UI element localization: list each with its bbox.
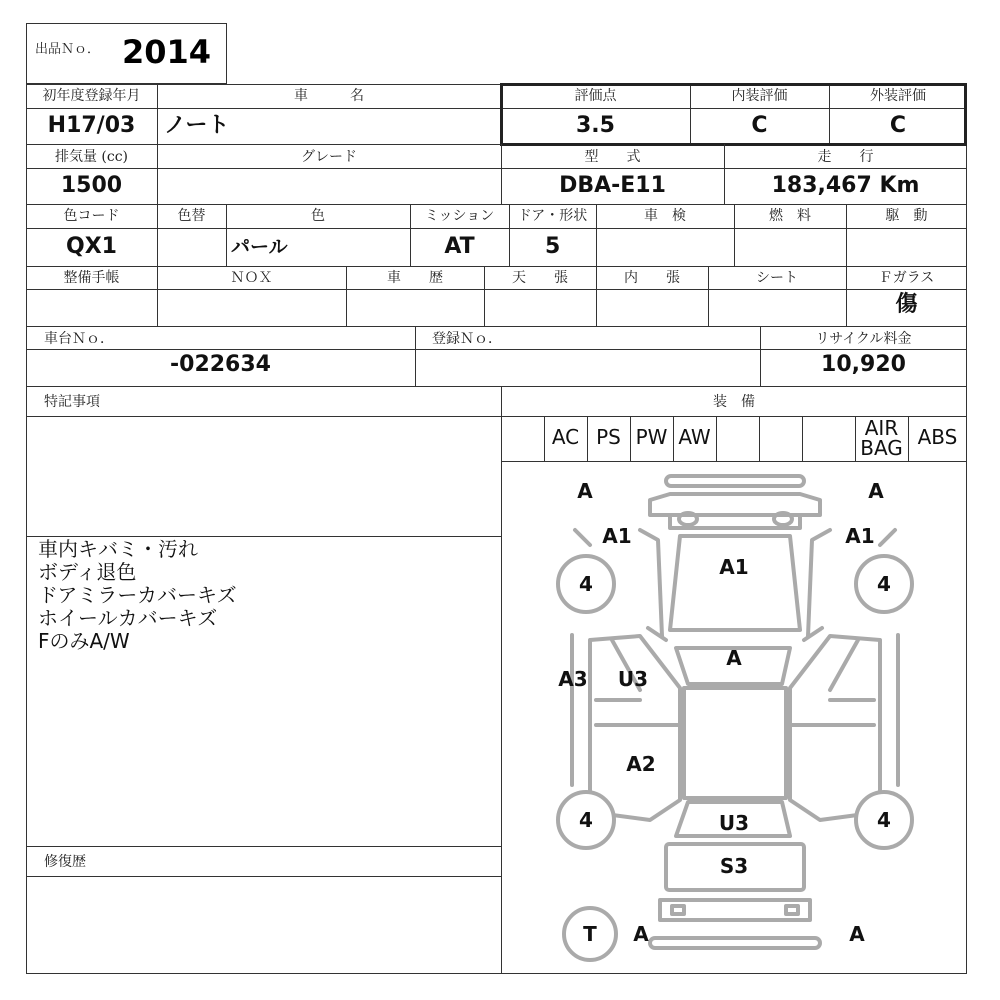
remark-line: ドアミラーカバーキズ: [38, 583, 237, 607]
chassis-value: -022634: [170, 352, 271, 377]
equipment-aw: AW: [678, 425, 711, 449]
mark-left-side-outer: A3: [558, 667, 588, 691]
drive-label: 駆 動: [885, 208, 928, 224]
exterior-grade-value: C: [889, 113, 907, 138]
mark-front-left-corner: A: [577, 479, 593, 503]
mark-trunk: S3: [719, 854, 749, 878]
mileage-label: 走 行: [817, 149, 874, 165]
equipment-airbag: AIR BAG: [860, 416, 903, 460]
car-name-label: 車 名: [294, 88, 364, 104]
mark-right-pillar: A1: [845, 524, 875, 548]
mark-left-front-wheel: 4: [579, 572, 593, 596]
fuel-label: 燃 料: [769, 208, 811, 224]
mark-left-side-inner: U3: [617, 667, 649, 691]
score-label: 評価点: [574, 88, 617, 104]
nox-label: ＮＯＸ: [230, 270, 273, 286]
f-glass-value: 傷: [895, 291, 918, 317]
remark-line: ボディ退色: [38, 560, 137, 584]
car-name-value: ノート: [164, 113, 230, 138]
displacement-value: 1500: [60, 173, 123, 198]
remark-line: FのみA/W: [38, 629, 130, 653]
service-book-label: 整備手帳: [63, 270, 120, 286]
remark-line: ホイールカバーキズ: [38, 606, 218, 630]
remarks-notes: [38, 538, 237, 653]
transmission-label: ミッション: [424, 208, 495, 224]
remarks-label: 特記事項: [44, 394, 100, 410]
seat-label: シート: [756, 270, 798, 286]
interior-grade-label: 内装評価: [731, 88, 788, 104]
reg-date-value: H17/03: [47, 113, 136, 138]
mileage-value: 183,467 Km: [771, 173, 920, 198]
model-value: DBA-E11: [559, 173, 666, 198]
door-shape-label: ドア・形状: [517, 208, 588, 224]
mark-front-right-corner: A: [868, 479, 884, 503]
equipment-ps: PS: [596, 425, 621, 449]
equipment-abs: ABS: [917, 425, 958, 449]
exterior-grade-label: 外装評価: [870, 88, 926, 104]
mark-spare-tire: T: [583, 922, 597, 946]
mark-rear-right: A: [849, 922, 865, 946]
history-label: 車 歴: [387, 270, 443, 286]
car-damage-diagram: [502, 462, 966, 973]
recycle-value: 10,920: [821, 352, 906, 377]
mark-windshield: A1: [719, 555, 749, 579]
interior-grade-value: C: [751, 113, 768, 138]
recycle-label: リサイクル料金: [815, 331, 912, 347]
chassis-label: 車台Ｎｏ．: [44, 331, 114, 347]
lot-number-box: [26, 23, 227, 84]
mark-right-front-wheel: 4: [877, 572, 891, 596]
registration-label: 登録Ｎｏ．: [432, 331, 502, 347]
door-shape-value: 5: [545, 234, 561, 259]
mark-left-pillar: A1: [602, 524, 632, 548]
model-label: 型 式: [584, 149, 641, 165]
sunroof-label: 天 張: [512, 270, 568, 286]
color-code-label: 色コード: [63, 208, 120, 224]
repair-history-label: 修復歴: [44, 854, 86, 870]
remark-line: 車内キバミ・汚れ: [38, 537, 198, 561]
equipment-ac: AC: [551, 425, 580, 449]
color-value: パール: [231, 236, 288, 258]
mark-rear-window: U3: [718, 811, 750, 835]
inspection-label: 車 検: [644, 208, 686, 224]
color-label: 色: [311, 208, 325, 224]
equipment-label: 装 備: [713, 394, 755, 410]
mark-right-rear-wheel: 4: [877, 808, 891, 832]
mark-left-rear-wheel: 4: [579, 808, 593, 832]
displacement-label: 排気量 (cc): [54, 149, 129, 165]
mark-rear-left: A: [633, 922, 649, 946]
mark-roof-front: A: [726, 646, 742, 670]
lot-number-label: 出品Ｎｏ．: [35, 42, 101, 57]
score-value: 3.5: [576, 113, 615, 138]
color-change-label: 色替: [177, 208, 206, 224]
equipment-pw: PW: [635, 425, 668, 449]
color-code-value: QX1: [66, 234, 117, 259]
f-glass-label: Ｆガラス: [878, 270, 935, 286]
reg-date-label: 初年度登録年月: [42, 88, 141, 104]
mark-left-rear-door: A2: [626, 752, 656, 776]
lot-number-value: 2014: [122, 33, 212, 71]
transmission-value: AT: [444, 234, 475, 259]
grade-label: グレード: [301, 149, 357, 165]
interior-trim-label: 内 張: [624, 270, 680, 286]
